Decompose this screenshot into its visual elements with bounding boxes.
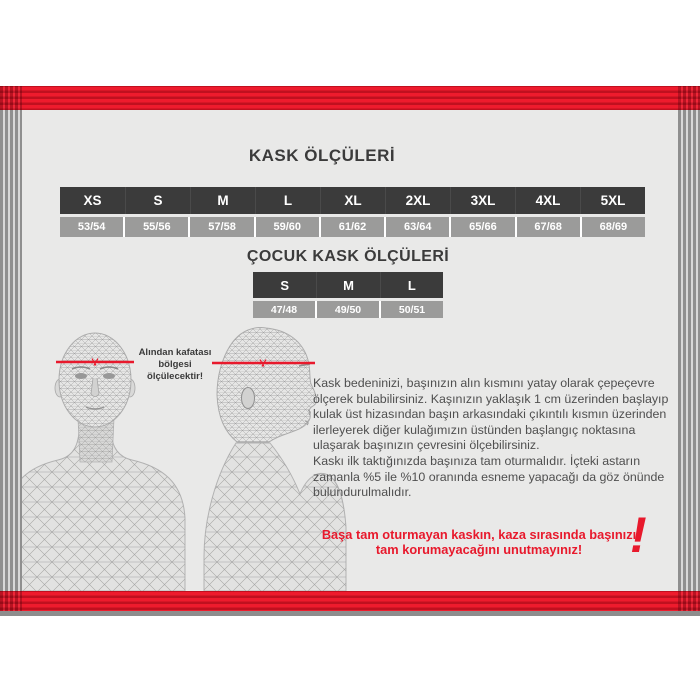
size-header-cell: M: [190, 187, 255, 214]
right-stripe-border: [678, 86, 700, 615]
size-header-cell: XL: [320, 187, 385, 214]
size-header-cell: L: [380, 272, 443, 298]
size-header-cell: 4XL: [515, 187, 580, 214]
instruction-paragraph-1: Kask bedeninizi, başınızın alın kısmını yatay olarak çepeçevre ölçerek bulabilirsiniz. Kaşınızın yaklaşık 1 cm üzerinden başlayıp kulak üst hizasından başın arkasındaki çıkıntılı kısmın üzerinden ilerleyerek diğer kulağımızın üstünden başlangıç noktasına ulaşarak başınızın çevresini ölçebilirsiniz.: [313, 376, 669, 453]
size-value-cell: 65/66: [451, 217, 514, 237]
page-title: KASK ÖLÇÜLERİ: [248, 146, 396, 165]
content-area: [22, 110, 678, 591]
size-header-cell: M: [316, 272, 379, 298]
measurement-note: [133, 347, 217, 383]
child-size-value-row: [253, 301, 443, 318]
measurement-note-line: bölgesi: [158, 359, 192, 370]
instruction-paragraph-2: Kaskı ilk taktığınızda başınıza tam oturmalıdır. İçteki astarın zamanla %5 ile %10 oranında esneme yapacağı da göz önünde bulundurulmalıdır.: [313, 453, 665, 500]
size-header-cell: XS: [83, 193, 102, 208]
size-header-cell: 2XL: [385, 187, 450, 214]
size-value-cell: 67/68: [517, 217, 580, 237]
adult-size-header-row: [60, 187, 645, 214]
exclamation-icon: !: [630, 507, 647, 563]
measurement-note-line: Alından kafatası: [138, 347, 212, 358]
size-header-cell: 3XL: [450, 187, 515, 214]
size-value-cell: 61/62: [321, 217, 384, 237]
bottom-band-right-corner: [678, 591, 700, 611]
adult-size-value-row: [60, 217, 645, 237]
bottom-band-left-corner: [0, 591, 22, 611]
adult-size-table: [60, 187, 645, 237]
size-value-cell: 63/64: [386, 217, 449, 237]
child-size-header-row: [253, 272, 443, 298]
child-section-title: ÇOCUK KASK ÖLÇÜLERİ: [246, 248, 450, 265]
measurement-instructions: [313, 376, 671, 501]
child-size-table: [253, 272, 443, 318]
bottom-gray-strip: [0, 611, 700, 616]
size-value-cell: 47/48: [253, 301, 315, 318]
size-value-cell: 68/69: [582, 217, 645, 237]
size-header-cell: L: [255, 187, 320, 214]
size-value-cell: 57/58: [190, 217, 253, 237]
size-value-cell: 55/56: [125, 217, 188, 237]
size-value-cell: 59/60: [256, 217, 319, 237]
bottom-red-band: [0, 591, 700, 611]
fit-warning-text: Başa tam oturmayan kaskın, kaza sırasında başınızı tam korumayacağını unutmayınız!: [321, 527, 637, 557]
size-header-cell: 5XL: [580, 187, 645, 214]
top-band-left-corner: [0, 86, 22, 110]
measurement-note-line: ölçülecektir!: [147, 371, 203, 382]
top-band-right-corner: [678, 86, 700, 110]
top-red-band: [0, 86, 700, 110]
size-value-cell: 53/54: [60, 217, 123, 237]
size-header-cell: S: [280, 277, 289, 293]
size-value-cell: 49/50: [317, 301, 379, 318]
left-stripe-border: [0, 86, 22, 615]
size-header-cell: S: [125, 187, 190, 214]
size-value-cell: 50/51: [381, 301, 443, 318]
